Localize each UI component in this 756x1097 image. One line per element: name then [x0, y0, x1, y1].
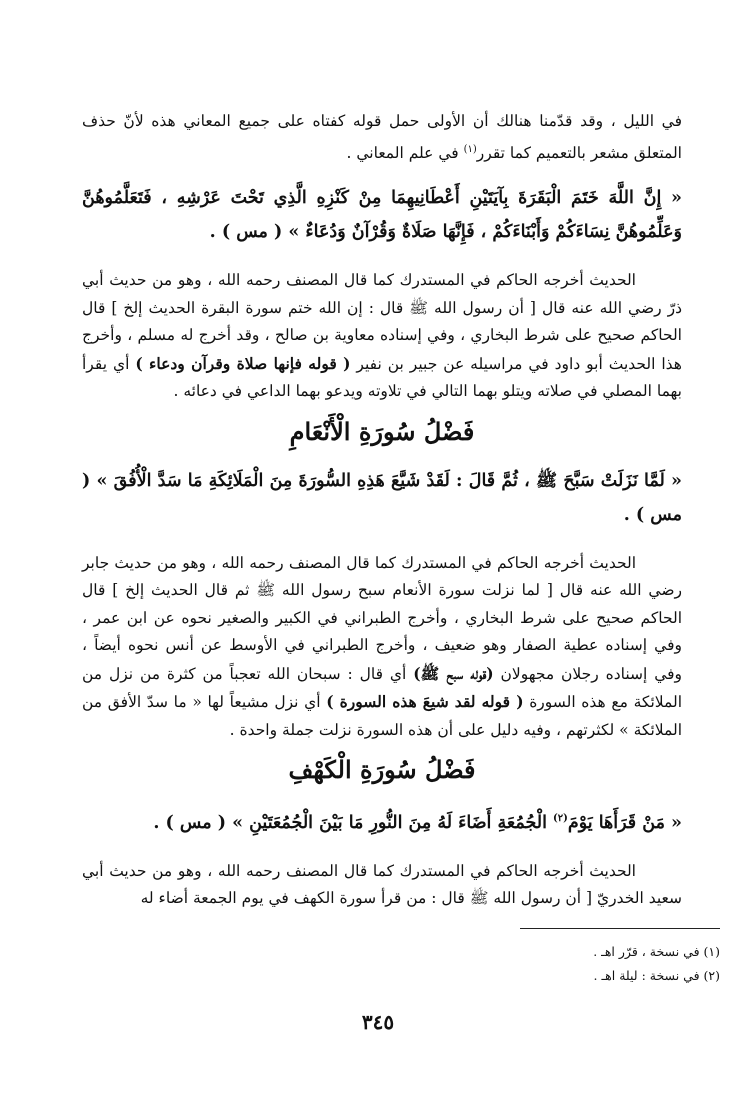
commentary-baqarah: الحديث أخرجه الحاكم في المستدرك كما قال المصنف رحمه الله ، وهو من حديث أبي ذرّ رضي الله عنه قال [ أن رسول الله ﷺ قال : إن الله ختم سورة البقرة الحديث إلخ ] قال الحاكم صحيح على شرط البخاري ، وفي إسناده معاوية بن صالح ، وقد أخرج له مسلم ، وأخرج هذا الحديث أبو داود في مراسيله عن جبير بن نفير ( قوله فإنها صلاة وقرآن ودعاء ) أي يقرأ بهما المصلي في صلاته ويتلو بهما التالي في تلاوته ويدعو بهما الداعي في دعائه .	[82, 271, 682, 401]
page-number: ٣٤٥	[361, 1010, 395, 1034]
heading-kahf: فَضْلُ سُورَةِ الْكَهْفِ	[288, 755, 476, 785]
commentary-kahf: الحديث أخرجه الحاكم في المستدرك كما قال المصنف رحمه الله ، وهو من حديث أبي سعيد الخدريّ [ أن رسول الله ﷺ قال : من قرأ سورة الكهف في يوم الجمعة أضاء له	[82, 861, 682, 908]
footnote-1: (١) في نسخة ، قرّر اهـ .	[593, 944, 720, 959]
page-body	[82, 108, 682, 917]
footnote-marker-1: (١)	[463, 143, 477, 155]
heading-anam: فَضْلُ سُورَةِ الْأَنْعَامِ	[289, 416, 475, 446]
footnotes	[460, 940, 720, 988]
commentary-anam: الحديث أخرجه الحاكم في المستدرك كما قال المصنف رحمه الله ، وهو من حديث جابر رضي الله عنه قال [ لما نزلت سورة الأنعام سبح رسول الله ﷺ ثم قال الحديث إلخ ] قال الحاكم صحيح على شرط البخاري ، وأخرج الطبراني في الكبير والصغير نحوه عن ابن عمر ، وفي إسناده عطية الصفار وهو ضعيف ، وأخرج الطبراني في الأوسط عن أنس نحوه أيضاً ، وفي إسناده رجلان مجهولان (قوله سبح ﷺ) أي قال : سبحان الله تعجباً من كثرة من نزل من الملائكة مع هذه السورة ( قوله لقد شيعَ هذه السورة ) أي نزل مشيعاً لها « ما سدّ الأفق من الملائكة » لكثرتهم ، وفيه دليل على أن هذه السورة نزلت جملة واحدة .	[82, 553, 683, 739]
footnote-2: (٢) في نسخة : ليلة اهـ .	[593, 968, 720, 983]
footnote-marker-2: (٢)	[553, 813, 568, 825]
footnote-divider	[520, 928, 720, 929]
hadith-baqarah: « إِنَّ اللَّهَ خَتَمَ الْبَقَرَةَ بِآيَتَيْنِ أَعْطَانِيهِمَا مِنْ كَنْزِهِ الَّذِي تَحْتَ عَرْشِهِ ، فَتَعَلَّمُوهُنَّ وَعَلِّمُوهُنَّ نِسَاءَكُمْ وَأَبْنَاءَكُمْ ، فَإِنَّهَا صَلَاةٌ وَقُرْآنٌ وَدُعَاءٌ » ( مس ) .	[82, 188, 682, 243]
hadith-kahf: « مَنْ قَرَأَهَا يَوْمَ$^{(٢)}$ الْجُمُعَةِ أَضَاءَ لَهُ مِنَ النُّورِ مَا بَيْنَ الْجُمُعَتَيْنِ » ( مس ) .	[153, 812, 682, 833]
hadith-anam: « لَمَّا نَزَلَتْ سَبَّحَ ﷺ ، ثُمَّ قَالَ : لَقَدْ شَيَّعَ هَذِهِ السُّورَةَ مِنَ الْمَلَائِكَةِ مَا سَدَّ الْأُفُقَ » ( مس ) .	[82, 470, 682, 525]
intro-paragraph: في الليل ، وقد قدّمنا هنالك أن الأولى حمل قوله كفتاه على جميع المعاني هذه لأنّ حذف المتعلق مشعر بالتعميم كما تقرر$^{(١)}$ في علم المعاني .	[82, 112, 682, 162]
